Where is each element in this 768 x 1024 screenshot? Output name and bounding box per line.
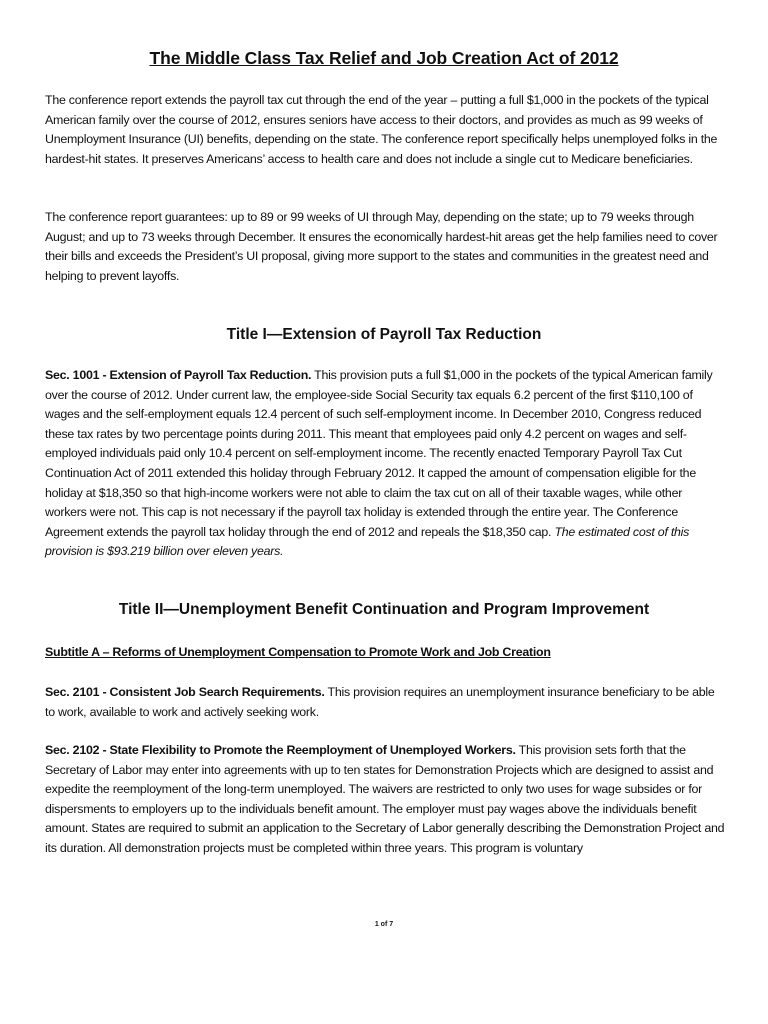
sec-2101-body: This provision requires an unemployment insurance beneficiary to be able to work, available to work and actively seeking work. — [45, 685, 715, 719]
document-title: The Middle Class Tax Relief and Job Creation Act of 2012 — [149, 48, 619, 68]
sec-1001-label: Sec. 1001 - Extension of Payroll Tax Reduction. — [45, 368, 312, 382]
sec-2101-paragraph — [45, 683, 725, 722]
sec-2102-label: Sec. 2102 - State Flexibility to Promote the Reemployment of Unemployed Workers. — [45, 743, 516, 757]
intro-paragraph-2: The conference report guarantees: up to 89 or 99 weeks of UI through May, depending on the state; up to 79 weeks through August; and up to 73 weeks through December. It ensures the economically hardest-hit areas get the help families need to cover their bills and exceeds the President’s UI proposal, giving more support to the states and communities in the greatest need and helping to prevent layoffs. — [45, 210, 718, 283]
sec-2101-label: Sec. 2101 - Consistent Job Search Requirements. — [45, 685, 325, 699]
page-number: 1 of 7 — [374, 921, 394, 928]
sec-2102-paragraph — [45, 741, 725, 859]
intro-paragraph-1: The conference report extends the payroll tax cut through the end of the year – putting a full $1,000 in the pockets of the typical American family over the course of 2012, ensures seniors have access to their doctors, and provides as much as 99 weeks of Unemployment Insurance (UI) benefits, depending on the state. The conference report specifically helps unemployed folks in the hardest-hit states. It preserves Americans’ access to health care and does not include a single cut to Medicare beneficiaries. — [45, 93, 718, 166]
sec-2102-body: This provision sets forth that the Secretary of Labor may enter into agreements with up to ten states for Demonstration Projects which are designed to assist and expedite the reemployment of the long-term unemployed. The waivers are restricted to only two uses for wage subsides or for dispersments to employers up to the individuals benefit amount. The employer must pay wages above the individuals benefit amount. States are required to submit an application to the Secretary of Labor generally describing the Demonstration Project and its duration. All demonstration projects must be completed within three years. This program is voluntary — [45, 743, 725, 855]
sec-1001-cost: The estimated cost of this provision is $93.219 billion over eleven years. — [45, 524, 690, 559]
title-2-heading: Title II—Unemployment Benefit Continuation and Program Improvement — [118, 601, 650, 618]
title-1-heading: Title I—Extension of Payroll Tax Reduction — [226, 326, 542, 343]
subtitle-a: Subtitle A – Reforms of Unemployment Compensation to Promote Work and Job Creation — [45, 645, 551, 659]
sec-1001-paragraph — [45, 366, 725, 562]
sec-1001-body: This provision puts a full $1,000 in the pockets of the typical American family over the course of 2012. Under current law, the employee-side Social Security tax equals 6.2 percent of the first $110,100 of wages and the self-employment equals 12.4 percent of such self-employment income. In December 2010, Congress reduced these tax rates by two percentage points during 2011. This meant that employees paid only 4.2 percent on wages and self-employed individuals paid only 10.4 percent on self-employment income. The recently enacted Temporary Payroll Tax Cut Continuation Act of 2011 extended this holiday through February 2012. It capped the amount of compensation eligible for the holiday at $18,350 so that high-income workers were not able to claim the tax cut on all of their taxable wages, while other workers were not. This cap is not necessary if the payroll tax holiday is extended through the entire year. The Conference Agreement extends the payroll tax holiday through the end of 2012 and repeals the $18,350 cap. — [45, 368, 713, 539]
